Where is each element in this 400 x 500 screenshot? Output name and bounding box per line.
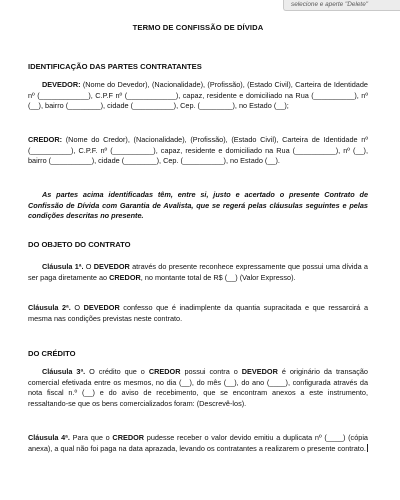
delete-hint-tooltip: selecione e aperte "Delete" xyxy=(283,0,400,11)
clause-4-text-a: Para que o xyxy=(69,433,113,442)
clause-1-paragraph[interactable] xyxy=(28,262,368,283)
clause-2-text-b: confesso que é inadimplente da quantia supracitada e que ressarcirá a mesma nas condições previstas neste contrato. xyxy=(28,303,369,323)
clause-4-credor: CREDOR xyxy=(112,433,145,442)
clause-2-text-a: O xyxy=(70,303,84,312)
clause-1-text-c: , no montante total de R$ (__) (Valor Expresso). xyxy=(140,272,296,282)
clause-1-label: Cláusula 1ª. xyxy=(42,262,84,271)
text-cursor xyxy=(367,444,368,452)
devedor-label: DEVEDOR: xyxy=(42,80,81,89)
clause-3-text-b: possui contra o xyxy=(180,367,242,376)
clause-2-paragraph[interactable] xyxy=(28,303,368,324)
clause-3-devedor: DEVEDOR xyxy=(241,367,278,376)
clause-3-credor: CREDOR xyxy=(148,367,181,376)
parties-paragraph[interactable] xyxy=(28,190,368,222)
devedor-paragraph[interactable] xyxy=(28,80,368,112)
clause-1-devedor: DEVEDOR xyxy=(93,262,130,271)
clause-4-label: Cláusula 4ª. xyxy=(28,433,70,442)
clause-2-devedor: DEVEDOR xyxy=(83,303,120,312)
devedor-text: (Nome do Devedor), (Nacionalidade), (Profissão), (Estado Civil), Carteira de Identidade nº (____________), C.P.F nº (____________), capaz, residente e domiciliado na Rua (__________), nº (__), bairro (________), cidade (__________), Cep. (________), no Estado (__); xyxy=(28,80,368,111)
objeto-heading: DO OBJETO DO CONTRATO xyxy=(28,240,131,249)
credor-paragraph[interactable] xyxy=(28,135,368,167)
clause-1-credor: CREDOR xyxy=(109,272,141,282)
clause-4-paragraph[interactable] xyxy=(28,433,368,454)
clause-3-label: Cláusula 3ª. xyxy=(42,367,86,376)
clause-3-text-a: O crédito que o xyxy=(85,367,149,376)
credor-text: (Nome do Credor), (Nacionalidade), (Profissão), (Estado Civil), Carteira de Identidade nº (__________), C.P.F. nº (__________), capaz, residente e domiciliado na Rua (__________), nº (__), bairro (__________), cidade (________), Cep. (__________), no Estado (__). xyxy=(28,135,368,166)
clause-3-paragraph[interactable] xyxy=(28,367,368,410)
clause-1-text-b: através do presente reconhece expressamente que possui uma dívida a ser paga diretamente ao xyxy=(28,262,368,282)
clause-3-text-c: é originário da transação comercial efetivada entre os mesmos, no dia (__), do mês (__), do ano (____), configurada através da nota fiscal n.º (__) e do aviso de recebimento, que se encontram anexos a este instrumento, ressaltando-se que os bens comercializados foram: (Descrevê-los). xyxy=(28,367,368,409)
document-title: TERMO DE CONFISSÃO DE DÍVIDA xyxy=(132,23,264,32)
identification-heading: IDENTIFICAÇÃO DAS PARTES CONTRATANTES xyxy=(28,62,202,71)
clause-4-text-b: pudesse receber o valor devido emitiu a duplicata nº (____) (cópia anexa), a qual não foi paga na data aprazada, levando os contratantes a realizarem o presente contrato. xyxy=(28,433,368,453)
clause-1-text-a: O xyxy=(83,262,94,271)
credito-heading: DO CRÉDITO xyxy=(28,349,76,358)
credor-label: CREDOR: xyxy=(28,135,63,144)
clause-2-label: Cláusula 2ª. xyxy=(28,303,71,312)
parties-text: As partes acima identificadas têm, entre si, justo e acertado o presente Contrato de Confissão de Dívida com Garantia de Avalista, que se regerá pelas cláusulas seguintes e pelas condições descritas no presente. xyxy=(28,190,368,221)
